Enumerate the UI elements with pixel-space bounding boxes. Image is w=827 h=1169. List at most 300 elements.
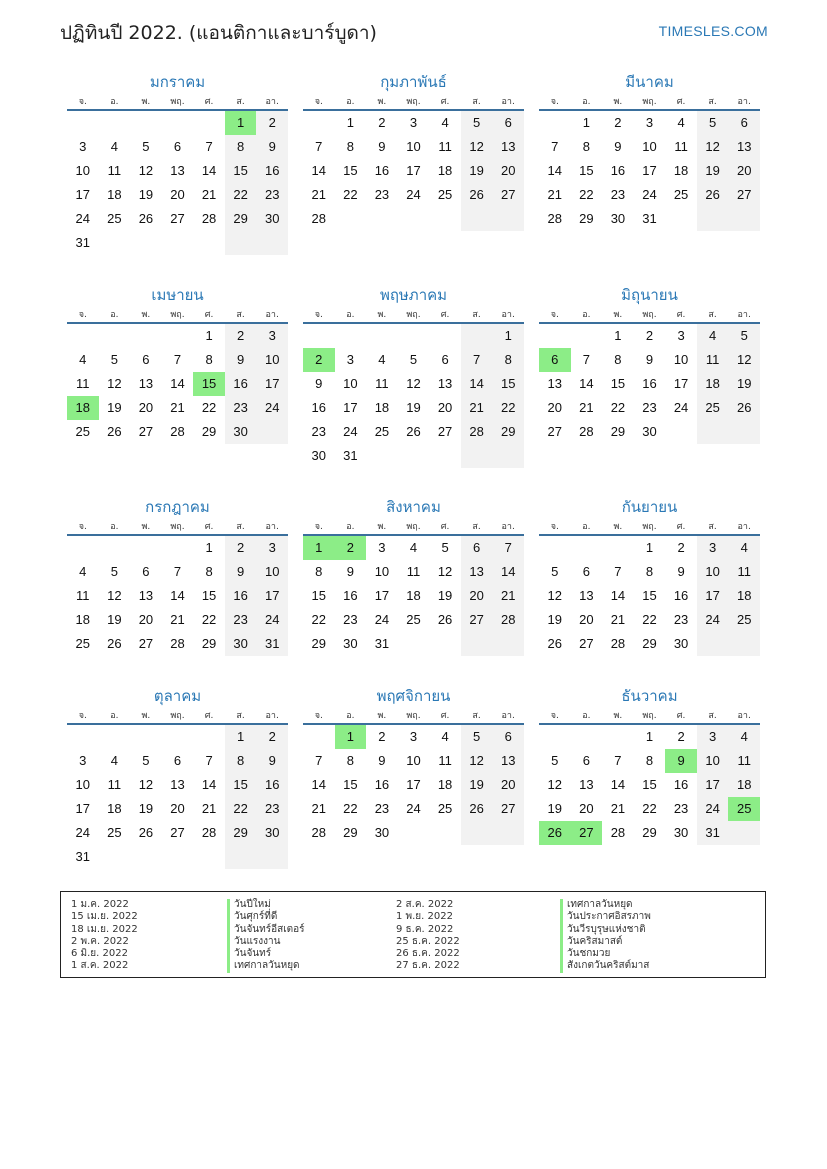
day-cell[interactable]: 3 [677,328,685,343]
day-cell[interactable]: 10 [75,777,91,792]
day-cell[interactable]: 6 [441,352,449,367]
day-cell[interactable]: 20 [492,773,524,797]
day-cell[interactable]: 3 [79,139,87,154]
day-cell[interactable]: 15 [343,777,358,792]
day-cell[interactable]: 8 [582,139,590,154]
day-cell[interactable]: 4 [728,536,760,560]
day-cell[interactable]: 7 [582,352,590,367]
day-cell[interactable]: 27 [138,424,154,439]
day-cell[interactable]: 4 [378,352,386,367]
day-cell[interactable]: 29 [642,636,657,651]
day-cell[interactable]: 5 [441,540,449,555]
day-cell[interactable]: 10 [256,348,288,372]
day-cell[interactable]: 23 [374,187,390,202]
day-cell[interactable]: 27 [437,424,453,439]
day-cell[interactable]: 27 [138,636,154,651]
day-cell[interactable]: 8 [346,139,354,154]
day-cell[interactable]: 22 [201,400,217,415]
day-cell[interactable]: 18 [437,777,453,792]
day-cell[interactable]: 12 [547,588,563,603]
day-cell[interactable]: 26 [697,183,729,207]
day-cell[interactable]: 6 [582,564,590,579]
day-cell[interactable]: 29 [492,420,524,444]
day-cell[interactable]: 22 [343,801,358,816]
day-cell[interactable]: 14 [492,560,524,584]
day-cell[interactable]: 9 [256,749,288,773]
day-cell[interactable]: 29 [343,825,358,840]
day-cell[interactable]: 5 [551,564,559,579]
day-cell[interactable]: 1 [492,324,524,348]
day-cell[interactable]: 11 [438,753,452,768]
day-cell[interactable]: 9 [378,139,386,154]
day-cell[interactable]: 21 [311,187,327,202]
day-cell[interactable]: 12 [547,777,563,792]
day-cell[interactable]: 11 [674,139,688,154]
day-cell[interactable]: 31 [75,849,91,864]
day-cell[interactable]: 19 [547,801,563,816]
day-cell[interactable]: 27 [579,636,594,651]
day-cell[interactable]: 6 [539,348,571,372]
day-cell[interactable]: 4 [441,115,449,130]
day-cell[interactable]: 14 [610,588,626,603]
day-cell[interactable]: 20 [461,584,493,608]
day-cell[interactable]: 29 [610,424,626,439]
day-cell[interactable]: 2 [256,111,288,135]
day-cell[interactable]: 8 [225,135,257,159]
day-cell[interactable]: 30 [673,825,689,840]
day-cell[interactable]: 23 [311,424,327,439]
day-cell[interactable]: 23 [374,801,390,816]
day-cell[interactable]: 2 [677,540,685,555]
day-cell[interactable]: 2 [303,348,335,372]
day-cell[interactable]: 16 [311,400,327,415]
day-cell[interactable]: 20 [547,400,563,415]
day-cell[interactable]: 5 [697,111,729,135]
day-cell[interactable]: 7 [205,139,213,154]
day-cell[interactable]: 29 [225,207,257,231]
day-cell[interactable]: 15 [610,376,626,391]
day-cell[interactable]: 18 [697,372,729,396]
day-cell[interactable]: 31 [256,632,288,656]
day-cell[interactable]: 9 [256,135,288,159]
day-cell[interactable]: 12 [107,588,122,603]
day-cell[interactable]: 22 [492,396,524,420]
day-cell[interactable]: 14 [170,588,185,603]
day-cell[interactable]: 26 [107,636,122,651]
day-cell[interactable]: 9 [225,560,257,584]
day-cell[interactable]: 1 [205,328,213,343]
day-cell[interactable]: 7 [205,753,213,768]
day-cell[interactable]: 19 [406,400,421,415]
day-cell[interactable]: 7 [614,753,622,768]
day-cell[interactable]: 17 [406,777,421,792]
day-cell[interactable]: 11 [107,163,122,178]
day-cell[interactable]: 24 [374,612,390,627]
day-cell[interactable]: 24 [697,608,729,632]
day-cell[interactable]: 6 [492,111,524,135]
day-cell[interactable]: 26 [138,211,154,226]
day-cell[interactable]: 7 [461,348,493,372]
day-cell[interactable]: 31 [697,821,729,845]
day-cell[interactable]: 16 [673,588,689,603]
day-cell[interactable]: 1 [645,540,654,555]
day-cell[interactable]: 13 [461,560,493,584]
day-cell[interactable]: 24 [406,801,421,816]
day-cell[interactable]: 10 [343,376,358,391]
day-cell[interactable]: 9 [614,139,622,154]
day-cell[interactable]: 20 [138,400,154,415]
day-cell[interactable]: 24 [75,825,91,840]
day-cell[interactable]: 6 [492,725,524,749]
day-cell[interactable]: 30 [610,211,626,226]
day-cell[interactable]: 7 [551,139,559,154]
day-cell[interactable]: 9 [225,348,257,372]
day-cell[interactable]: 21 [610,612,626,627]
day-cell[interactable]: 1 [645,729,654,744]
day-cell[interactable]: 10 [642,139,657,154]
day-cell[interactable]: 11 [375,376,389,391]
day-cell[interactable]: 28 [579,424,594,439]
day-cell[interactable]: 28 [170,636,185,651]
day-cell[interactable]: 24 [256,396,288,420]
day-cell[interactable]: 15 [579,163,594,178]
day-cell[interactable]: 19 [728,372,760,396]
day-cell[interactable]: 29 [311,636,327,651]
day-cell[interactable]: 18 [374,400,390,415]
day-cell[interactable]: 21 [547,187,563,202]
day-cell[interactable]: 21 [579,400,594,415]
day-cell[interactable]: 6 [461,536,493,560]
day-cell[interactable]: 5 [142,753,150,768]
day-cell[interactable]: 28 [610,636,626,651]
day-cell[interactable]: 28 [610,825,626,840]
day-cell[interactable]: 18 [437,163,453,178]
day-cell[interactable]: 17 [256,372,288,396]
day-cell[interactable]: 21 [610,801,626,816]
day-cell[interactable]: 17 [697,773,729,797]
day-cell[interactable]: 6 [142,352,150,367]
day-cell[interactable]: 13 [579,588,594,603]
day-cell[interactable]: 23 [673,612,689,627]
day-cell[interactable]: 3 [378,540,386,555]
day-cell[interactable]: 28 [461,420,493,444]
day-cell[interactable]: 10 [697,749,729,773]
day-cell[interactable]: 8 [645,564,654,579]
day-cell[interactable]: 26 [547,636,563,651]
day-cell[interactable]: 25 [75,424,91,439]
day-cell[interactable]: 11 [438,139,452,154]
day-cell[interactable]: 11 [728,749,760,773]
day-cell[interactable]: 12 [728,348,760,372]
day-cell[interactable]: 29 [579,211,594,226]
day-cell[interactable]: 14 [610,777,626,792]
day-cell[interactable]: 15 [343,163,358,178]
day-cell[interactable]: 15 [201,588,217,603]
day-cell[interactable]: 14 [461,372,493,396]
day-cell[interactable]: 16 [642,376,657,391]
day-cell[interactable]: 26 [728,396,760,420]
day-cell[interactable]: 12 [461,749,493,773]
day-cell[interactable]: 20 [170,801,185,816]
day-cell[interactable]: 21 [170,400,185,415]
day-cell[interactable]: 28 [311,825,327,840]
day-cell[interactable]: 22 [642,612,657,627]
day-cell[interactable]: 21 [461,396,493,420]
day-cell[interactable]: 28 [311,211,327,226]
day-cell[interactable]: 24 [697,797,729,821]
day-cell[interactable]: 5 [461,111,493,135]
day-cell[interactable]: 30 [225,632,257,656]
day-cell[interactable]: 13 [170,163,185,178]
day-cell[interactable]: 8 [614,352,622,367]
day-cell[interactable]: 2 [225,536,257,560]
day-cell[interactable]: 21 [492,584,524,608]
day-cell[interactable]: 1 [225,725,257,749]
day-cell[interactable]: 10 [374,564,390,579]
day-cell[interactable]: 6 [173,753,182,768]
day-cell[interactable]: 26 [539,821,571,845]
day-cell[interactable]: 20 [728,159,760,183]
day-cell[interactable]: 16 [673,777,689,792]
day-cell[interactable]: 23 [610,187,626,202]
day-cell[interactable]: 15 [642,588,657,603]
day-cell[interactable]: 6 [728,111,760,135]
day-cell[interactable]: 28 [201,211,217,226]
day-cell[interactable]: 27 [492,797,524,821]
day-cell[interactable]: 6 [582,753,590,768]
day-cell[interactable]: 19 [697,159,729,183]
day-cell[interactable]: 30 [673,636,689,651]
day-cell[interactable]: 20 [170,187,185,202]
day-cell[interactable]: 11 [76,588,90,603]
day-cell[interactable]: 29 [201,636,217,651]
day-cell[interactable]: 25 [697,396,729,420]
day-cell[interactable]: 2 [677,729,685,744]
day-cell[interactable]: 3 [256,536,288,560]
brand-link[interactable]: TIMESLES.COM [658,23,768,39]
day-cell[interactable]: 22 [225,183,257,207]
day-cell[interactable]: 22 [225,797,257,821]
day-cell[interactable]: 5 [142,139,150,154]
day-cell[interactable]: 9 [315,376,323,391]
day-cell[interactable]: 8 [225,749,257,773]
day-cell[interactable]: 3 [256,324,288,348]
day-cell[interactable]: 24 [75,211,91,226]
day-cell[interactable]: 17 [75,801,91,816]
day-cell[interactable]: 16 [343,588,358,603]
day-cell[interactable]: 17 [374,588,390,603]
day-cell[interactable]: 15 [193,372,225,396]
day-cell[interactable]: 1 [225,111,257,135]
day-cell[interactable]: 29 [642,825,657,840]
day-cell[interactable]: 18 [406,588,421,603]
day-cell[interactable]: 9 [645,352,654,367]
day-cell[interactable]: 7 [315,139,323,154]
day-cell[interactable]: 7 [173,352,182,367]
day-cell[interactable]: 5 [110,564,118,579]
day-cell[interactable]: 8 [492,348,524,372]
day-cell[interactable]: 5 [461,725,493,749]
day-cell[interactable]: 27 [547,424,563,439]
day-cell[interactable]: 8 [205,352,213,367]
day-cell[interactable]: 22 [201,612,217,627]
day-cell[interactable]: 26 [406,424,421,439]
day-cell[interactable]: 9 [665,749,697,773]
day-cell[interactable]: 17 [406,163,421,178]
day-cell[interactable]: 10 [406,753,421,768]
day-cell[interactable]: 3 [346,352,354,367]
day-cell[interactable]: 10 [256,560,288,584]
day-cell[interactable]: 9 [677,564,685,579]
day-cell[interactable]: 3 [645,115,654,130]
day-cell[interactable]: 19 [437,588,453,603]
day-cell[interactable]: 28 [492,608,524,632]
day-cell[interactable]: 30 [374,825,390,840]
day-cell[interactable]: 30 [256,821,288,845]
day-cell[interactable]: 13 [579,777,594,792]
day-cell[interactable]: 14 [547,163,563,178]
day-cell[interactable]: 25 [107,825,122,840]
day-cell[interactable]: 21 [201,187,217,202]
day-cell[interactable]: 23 [225,396,257,420]
day-cell[interactable]: 18 [673,163,689,178]
day-cell[interactable]: 22 [311,612,327,627]
day-cell[interactable]: 22 [579,187,594,202]
day-cell[interactable]: 13 [492,749,524,773]
day-cell[interactable]: 22 [610,400,626,415]
day-cell[interactable]: 7 [614,564,622,579]
day-cell[interactable]: 30 [225,420,257,444]
day-cell[interactable]: 29 [201,424,217,439]
day-cell[interactable]: 18 [107,187,122,202]
day-cell[interactable]: 20 [579,801,594,816]
day-cell[interactable]: 19 [107,612,122,627]
day-cell[interactable]: 25 [728,608,760,632]
day-cell[interactable]: 31 [75,235,91,250]
day-cell[interactable]: 20 [437,400,453,415]
day-cell[interactable]: 23 [225,608,257,632]
day-cell[interactable]: 3 [409,729,418,744]
day-cell[interactable]: 25 [75,636,91,651]
day-cell[interactable]: 14 [201,777,217,792]
day-cell[interactable]: 1 [303,536,335,560]
day-cell[interactable]: 17 [75,187,91,202]
day-cell[interactable]: 28 [170,424,185,439]
day-cell[interactable]: 24 [642,187,657,202]
day-cell[interactable]: 9 [346,564,354,579]
day-cell[interactable]: 14 [311,777,327,792]
day-cell[interactable]: 19 [461,773,493,797]
day-cell[interactable]: 31 [374,636,390,651]
day-cell[interactable]: 3 [79,753,87,768]
day-cell[interactable]: 25 [374,424,390,439]
day-cell[interactable]: 14 [170,376,185,391]
day-cell[interactable]: 19 [461,159,493,183]
day-cell[interactable]: 14 [201,163,217,178]
day-cell[interactable]: 26 [461,183,493,207]
day-cell[interactable]: 16 [256,773,288,797]
day-cell[interactable]: 20 [579,612,594,627]
day-cell[interactable]: 19 [138,187,154,202]
day-cell[interactable]: 27 [728,183,760,207]
day-cell[interactable]: 19 [138,801,154,816]
day-cell[interactable]: 13 [437,376,453,391]
day-cell[interactable]: 8 [346,753,354,768]
day-cell[interactable]: 2 [256,725,288,749]
day-cell[interactable]: 25 [406,612,421,627]
day-cell[interactable]: 28 [201,825,217,840]
day-cell[interactable]: 13 [170,777,185,792]
day-cell[interactable]: 27 [170,825,185,840]
day-cell[interactable]: 16 [610,163,626,178]
day-cell[interactable]: 20 [492,159,524,183]
day-cell[interactable]: 23 [256,797,288,821]
day-cell[interactable]: 2 [335,536,367,560]
day-cell[interactable]: 17 [697,584,729,608]
day-cell[interactable]: 18 [728,584,760,608]
day-cell[interactable]: 12 [697,135,729,159]
day-cell[interactable]: 24 [343,424,358,439]
day-cell[interactable]: 24 [256,608,288,632]
day-cell[interactable]: 10 [697,560,729,584]
day-cell[interactable]: 11 [728,560,760,584]
day-cell[interactable]: 18 [728,773,760,797]
day-cell[interactable]: 30 [311,448,327,463]
day-cell[interactable]: 28 [547,211,563,226]
day-cell[interactable]: 5 [551,753,559,768]
day-cell[interactable]: 23 [256,183,288,207]
day-cell[interactable]: 16 [225,372,257,396]
day-cell[interactable]: 29 [225,821,257,845]
day-cell[interactable]: 26 [138,825,154,840]
day-cell[interactable]: 1 [614,328,622,343]
day-cell[interactable]: 5 [409,352,418,367]
day-cell[interactable]: 18 [67,396,99,420]
day-cell[interactable]: 15 [642,777,657,792]
day-cell[interactable]: 26 [437,612,453,627]
day-cell[interactable]: 2 [378,729,386,744]
day-cell[interactable]: 16 [374,777,390,792]
day-cell[interactable]: 30 [343,636,358,651]
day-cell[interactable]: 17 [673,376,689,391]
day-cell[interactable]: 1 [205,540,213,555]
day-cell[interactable]: 3 [697,725,729,749]
day-cell[interactable]: 4 [677,115,685,130]
day-cell[interactable]: 6 [173,139,182,154]
day-cell[interactable]: 24 [673,400,689,415]
day-cell[interactable]: 4 [110,139,118,154]
day-cell[interactable]: 16 [374,163,390,178]
day-cell[interactable]: 2 [378,115,386,130]
day-cell[interactable]: 2 [225,324,257,348]
day-cell[interactable]: 12 [437,564,453,579]
day-cell[interactable]: 15 [311,588,327,603]
day-cell[interactable]: 4 [110,753,118,768]
day-cell[interactable]: 7 [173,564,182,579]
day-cell[interactable]: 17 [642,163,657,178]
day-cell[interactable]: 19 [107,400,122,415]
day-cell[interactable]: 7 [492,536,524,560]
day-cell[interactable]: 4 [79,564,87,579]
day-cell[interactable]: 11 [76,376,90,391]
day-cell[interactable]: 14 [311,163,327,178]
day-cell[interactable]: 25 [437,801,453,816]
day-cell[interactable]: 4 [441,729,449,744]
day-cell[interactable]: 12 [138,777,154,792]
day-cell[interactable]: 10 [75,163,91,178]
day-cell[interactable]: 21 [201,801,217,816]
day-cell[interactable]: 4 [697,324,729,348]
